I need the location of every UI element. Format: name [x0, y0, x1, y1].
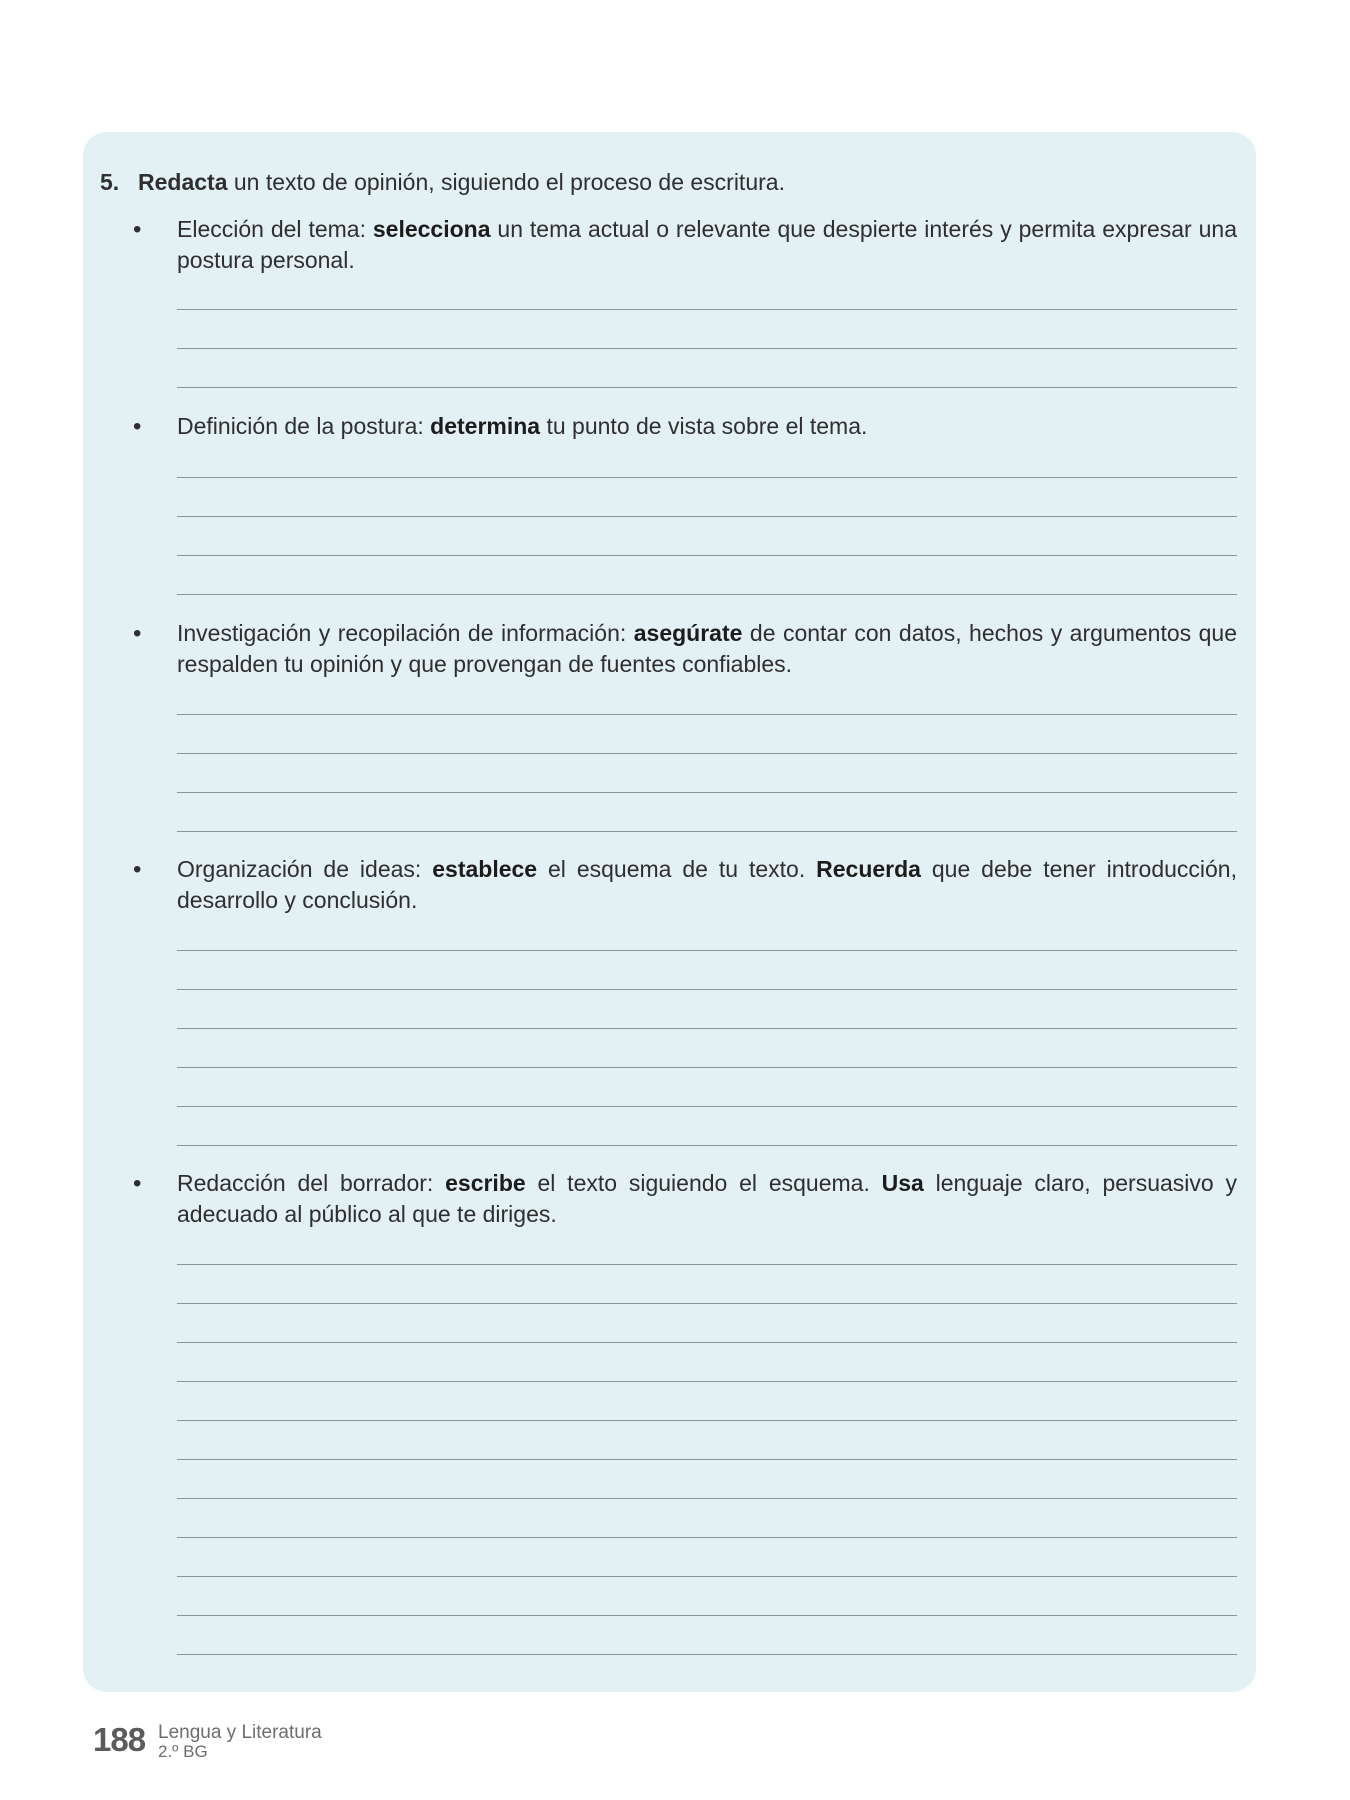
item-text: Redacción del borrador: escribe el texto siguiendo el esquema. Usa lenguaje claro, persuasivo y adecuado al público al que te diriges.: [177, 1170, 1237, 1227]
item-text: Elección del tema: selecciona un tema actual o relevante que despierte interés y permita expresar una postura personal.: [177, 216, 1237, 273]
answer-line[interactable]: [177, 348, 1237, 349]
answer-line[interactable]: [177, 753, 1237, 754]
bullet-icon: •: [133, 1170, 142, 1197]
answer-line[interactable]: [177, 989, 1237, 990]
exercise-instruction: un texto de opinión, siguiendo el proceso de escritura.: [227, 169, 785, 195]
exercise-verb: Redacta: [138, 169, 228, 195]
answer-line[interactable]: [177, 1498, 1237, 1499]
answer-line[interactable]: [177, 950, 1237, 951]
answer-line[interactable]: [177, 1264, 1237, 1265]
answer-line[interactable]: [177, 1028, 1237, 1029]
exercise-heading: [100, 166, 1250, 198]
answer-line[interactable]: [177, 1537, 1237, 1538]
answer-line[interactable]: [177, 714, 1237, 715]
exercise-number: 5.: [100, 169, 120, 195]
answer-line[interactable]: [177, 309, 1237, 310]
item-text: Organización de ideas: establece el esquema de tu texto. Recuerda que debe tener introducción, desarrollo y conclusión.: [177, 856, 1237, 913]
answer-line[interactable]: [177, 1303, 1237, 1304]
answer-line[interactable]: [177, 792, 1237, 793]
bullet-icon: •: [133, 413, 142, 440]
answer-line[interactable]: [177, 1420, 1237, 1421]
grade-label: 2.º BG: [158, 1742, 208, 1761]
answer-line[interactable]: [177, 1106, 1237, 1107]
answer-line[interactable]: [177, 1381, 1237, 1382]
bullet-icon: •: [133, 620, 142, 647]
subject-label: Lengua y Literatura: [158, 1722, 322, 1743]
answer-line[interactable]: [177, 1459, 1237, 1460]
answer-line[interactable]: [177, 1342, 1237, 1343]
bullet-icon: •: [133, 216, 142, 243]
answer-line[interactable]: [177, 831, 1237, 832]
item-text: Investigación y recopilación de información: asegúrate de contar con datos, hechos y argumentos que respalden tu opinión y que provengan de fuentes confiables.: [177, 620, 1237, 677]
bullet-icon: •: [133, 856, 142, 883]
answer-line[interactable]: [177, 477, 1237, 478]
answer-line[interactable]: [177, 1654, 1237, 1655]
item-text: Definición de la postura: determina tu punto de vista sobre el tema.: [177, 413, 868, 439]
answer-line[interactable]: [177, 1576, 1237, 1577]
answer-line[interactable]: [177, 1615, 1237, 1616]
answer-line[interactable]: [177, 387, 1237, 388]
answer-line[interactable]: [177, 516, 1237, 517]
answer-line[interactable]: [177, 555, 1237, 556]
answer-line[interactable]: [177, 1145, 1237, 1146]
answer-line[interactable]: [177, 594, 1237, 595]
answer-line[interactable]: [177, 1067, 1237, 1068]
page-number: 188: [93, 1721, 146, 1758]
